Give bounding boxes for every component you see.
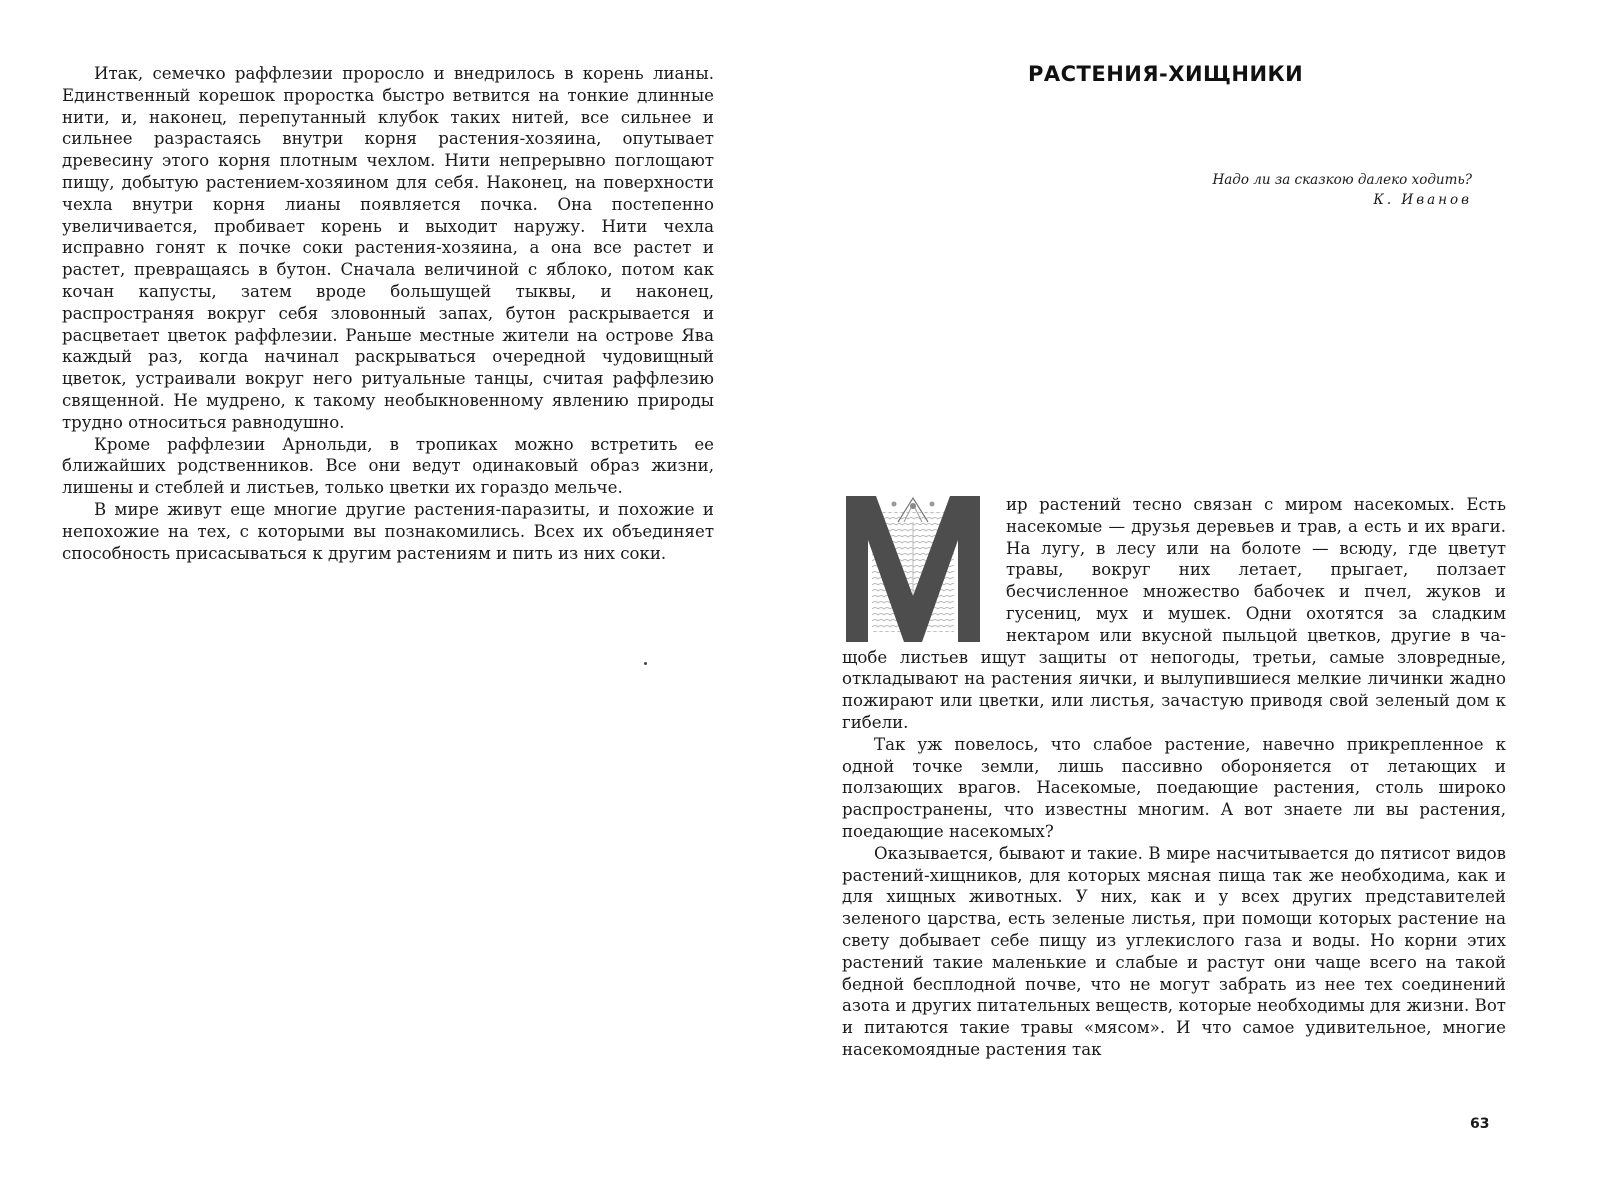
left-paragraph-2: Кроме раффлезии Арнольди, в тропиках можно встретить ее ближайших родственников. Все они ведут одинаковый образ жизни, лишены и стеблей и листьев, только цветки их гораздо мельче. <box>62 434 714 498</box>
epigraph <box>1212 170 1472 210</box>
epigraph-quote: Надо ли за сказкою далеко ходить? <box>1212 172 1472 188</box>
left-page-text <box>62 63 714 564</box>
chapter-heading: РАСТЕНИЯ-ХИЩНИКИ <box>1028 62 1304 86</box>
epigraph-author: К. Иванов <box>1373 192 1472 208</box>
drop-cap-spacer <box>842 494 1006 646</box>
left-paragraph-3: В мире живут еще многие другие растения-паразиты, и похожие и непохожие на тех, с которыми вы познакомились. Всех их объединяет способность присасываться к другим растениям и пить из них соки. <box>62 499 714 563</box>
right-paragraph-2: Так уж повелось, что слабое растение, навечно прикрепленное к одной точке земли, лишь пассивно обороняется от летающих и ползающих врагов. Насекомые, поедающие растения, столь широко распространены, что известны многим. А вот знаете ли вы растения, поедающие насекомых? <box>842 734 1506 841</box>
right-paragraph-1: ир растений тесно связан с миром насекомых. Есть насекомые — друзья деревьев и трав, а есть и их враги. На лугу, в лесу или на болоте — всюду, где цветут травы, вокруг них летает, прыгает, ползает бесчисленное множество бабочек и пчел, жуков и гусениц, мух и мушек. Одни охотятся за сладким нектаром или вкусной пыльцой цветков, другие в чащобе листьев ищут защиты от непогоды, третьи, самые зловредные, откладывают на растения яички, и вылупившиеся мелкие личинки жадно пожирают или цветки, или листья, зачастую приводя свой зеленый дом к гибели. <box>842 495 1506 732</box>
page-number: 63 <box>1470 1116 1490 1132</box>
right-paragraph-3: Оказывается, бывают и такие. В мире насчитывается до пятисот видов растений-хищников, для которых мясная пища так же необходима, как и для хищных животных. У них, как и у всех других представителей зеленого царства, есть зеленые листья, при помощи которых растение на свету добывает себе пищу из углекислого газа и воды. Но корни этих растений такие маленькие и слабые и растут они чаще всего на такой бедной бесплодной почве, что не могут забрать из нее тех соединений азота и других питательных веществ, которые необходимы для жизни. Вот и питаются такие травы «мясом». И что самое удивительное, многие насекомоядные растения так <box>842 843 1506 1059</box>
print-speck <box>644 662 647 665</box>
left-page <box>0 0 790 1193</box>
right-page-text <box>842 494 1506 1061</box>
right-page <box>790 0 1600 1193</box>
left-paragraph-1: Итак, семечко раффлезии проросло и внедрилось в корень лианы. Единственный корешок проростка быстро ветвится на тонкие длинные нити, и, наконец, перепутанный клубок таких нитей, все сильнее и сильнее разрастаясь внутри корня растения-хозяина, опутывает древесину этого корня плотным чехлом. Нити непрерывно поглощают пищу, добытую растением-хозяином для себя. Наконец, на поверхности чехла внутри корня лианы появляется почка. Она постепенно увеличивается, пробивает корень и выходит наружу. Нити чехла исправно гонят к почке соки растения-хозяина, а она все растет и растет, превращаясь в бутон. Сначала величиной с яблоко, потом как кочан капусты, затем вроде большущей тыквы, и наконец, распространяя вокруг себя зловонный запах, бутон раскрывается и расцветает цветок раффлезии. Раньше местные жители на острове Ява каждый раз, когда начинал раскрываться очередной чудовищный цветок, устраивали вокруг него ритуальные танцы, считая раффлезию священной. Не мудрено, к такому необыкновенному явлению природы трудно относиться равнодушно. <box>62 64 714 432</box>
drop-cap-letter: М <box>912 642 914 643</box>
